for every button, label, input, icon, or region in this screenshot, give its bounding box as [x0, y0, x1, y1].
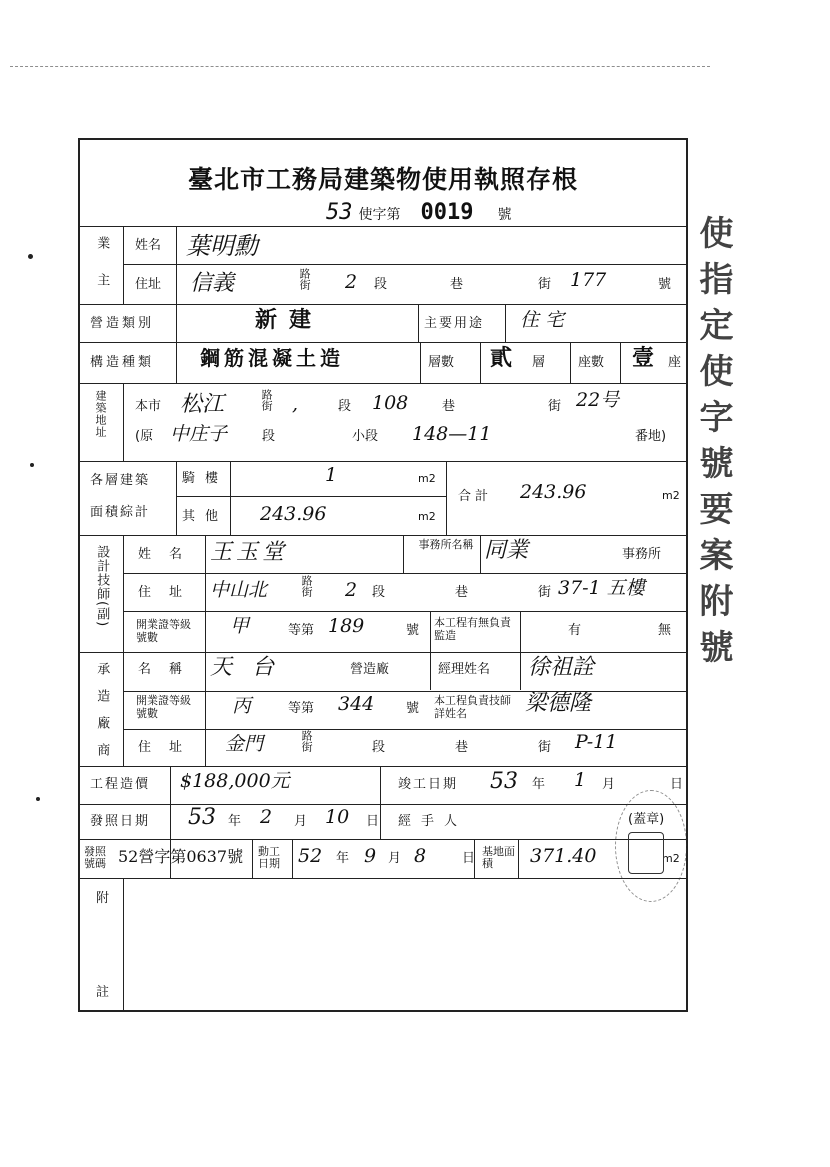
site-lot: 148—11: [412, 423, 492, 445]
supervision-yes: 有: [568, 623, 582, 638]
completion-label: 竣工日期: [398, 777, 459, 792]
designer-road-label: 路街: [300, 575, 314, 597]
site-area-value: 371.40: [530, 845, 597, 867]
site-city-label: 本市: [135, 399, 162, 414]
owner-section-label: 業主: [94, 236, 110, 310]
start-month: 9: [364, 845, 377, 867]
contractor-section-label: 承造廠商: [94, 662, 110, 770]
notes-label-bottom: 註: [96, 985, 110, 1000]
contractor-alley-label: 巷: [455, 740, 469, 755]
designer-addr-label: 住址: [138, 585, 201, 600]
cost-value: $188,000元: [180, 770, 290, 792]
owner-sec-label: 段: [374, 277, 388, 292]
site-sec: 108: [372, 392, 409, 414]
owner-no-label: 號: [658, 277, 672, 292]
site-street-label: 街: [548, 399, 562, 414]
engineer-name: 梁德隆: [525, 691, 592, 716]
engineer-label: 本工程負責技師詳姓名: [434, 694, 511, 721]
cost-label: 工程造價: [90, 777, 151, 792]
bldg-permit-label: 發照號碼: [84, 845, 106, 871]
contractor-license-label: 開業證等級號數: [136, 694, 191, 721]
designer-license-no: 189: [328, 615, 365, 637]
site-old-sec-label: 段: [262, 429, 276, 444]
designer-addr-road: 中山北: [210, 579, 268, 601]
owner-alley-label: 巷: [450, 277, 464, 292]
structure-type-label: 構造種類: [90, 355, 155, 370]
contractor-license-no: 344: [338, 693, 375, 715]
site-road: 松江: [180, 392, 225, 417]
issue-year-unit: 年: [228, 814, 242, 829]
contractor-street-label: 街: [538, 740, 552, 755]
structure-type: 鋼筋混凝土造: [200, 346, 344, 370]
arcade-unit: m2: [418, 472, 436, 485]
form-title: 臺北市工務局建築物使用執照存根: [187, 165, 578, 194]
construction-type-label: 營造類別: [90, 316, 155, 331]
site-lot-label: 番地): [635, 429, 667, 444]
floors-unit: 層: [532, 355, 546, 370]
supervision-no: 無: [658, 623, 672, 638]
start-month-unit: 月: [388, 851, 402, 866]
designer-section-label: 設計技師(副): [94, 545, 110, 628]
site-comma: ,: [292, 393, 299, 415]
owner-address-sec: 2: [345, 271, 358, 293]
contractor-name: 天台: [210, 655, 295, 680]
site-section-label: 建築地址: [94, 390, 107, 438]
site-old-label: (原: [135, 429, 154, 444]
manager-label: 經理姓名: [438, 662, 491, 677]
blocks-unit: 座: [668, 355, 682, 370]
scan-dot: [28, 254, 33, 259]
permit-number-value: 0019: [420, 200, 474, 225]
site-alley-label: 巷: [442, 399, 456, 414]
designer-sec-label: 段: [372, 585, 386, 600]
arcade-area: 1: [325, 464, 338, 486]
designer-license-grade: 甲: [230, 615, 250, 637]
floors-label: 層數: [428, 355, 455, 370]
site-no: 22号: [576, 389, 620, 411]
contractor-road-label: 路街: [300, 730, 314, 752]
permit-stub-form: [78, 138, 688, 1012]
issue-date-label: 發照日期: [90, 814, 151, 829]
completion-month: 1: [574, 769, 587, 791]
other-area: 243.96: [260, 503, 327, 525]
floors: 貳: [490, 345, 513, 371]
site-road-label: 路街: [260, 389, 274, 411]
office-suffix: 事務所: [622, 547, 662, 562]
designer-license-label: 開業證等級號數: [136, 618, 191, 645]
issue-day: 10: [325, 806, 350, 828]
bldg-permit-value: 52營字第0637號: [118, 847, 244, 866]
completion-year-unit: 年: [532, 777, 546, 792]
owner-address-no: 177: [570, 269, 607, 291]
designer-street-label: 街: [538, 585, 552, 600]
start-day: 8: [414, 845, 427, 867]
manager-name: 徐祖詮: [528, 655, 595, 680]
start-year: 52: [298, 845, 323, 867]
handler-seal-mark: [628, 832, 664, 874]
area-label-top: 各層建築: [90, 473, 151, 488]
contractor-addr-no: P-11: [575, 731, 618, 753]
owner-name: 葉明勳: [186, 232, 258, 260]
total-unit: m2: [662, 489, 680, 502]
scan-dot: [36, 797, 40, 801]
issue-month: 2: [260, 806, 273, 828]
handler-seal: (蓋章): [628, 812, 665, 827]
start-day-unit: 日: [462, 851, 476, 866]
contractor-name-label: 名稱: [138, 662, 201, 677]
designer-license-suffix: 號: [406, 623, 420, 638]
area-label-bottom: 面積綜計: [90, 505, 151, 520]
notes-label-top: 附: [96, 891, 110, 906]
total-area: 243.96: [520, 481, 587, 503]
office-name: 同業: [484, 538, 529, 563]
completion-year: 53: [490, 769, 518, 794]
contractor-license-mid: 等第: [288, 701, 315, 716]
owner-name-label: 姓名: [135, 238, 162, 253]
issue-year: 53: [188, 805, 216, 830]
scan-dot: [30, 463, 34, 467]
permit-number: 53 使字第 0019 號: [326, 200, 512, 225]
main-use: 住宅: [520, 309, 571, 331]
office-label: 事務所名稱: [418, 538, 474, 551]
contractor-addr-label: 住址: [138, 740, 201, 755]
start-year-unit: 年: [336, 851, 350, 866]
blocks-label: 座數: [578, 355, 605, 370]
other-unit: m2: [418, 510, 436, 523]
owner-road-label: 路街: [298, 268, 312, 290]
owner-street-label: 街: [538, 277, 552, 292]
scan-edge-line: [10, 66, 710, 67]
issue-month-unit: 月: [294, 814, 308, 829]
owner-address-label: 住址: [135, 277, 162, 292]
main-use-label: 主要用途: [424, 316, 485, 331]
contractor-license-suffix: 號: [406, 701, 420, 716]
site-sub-label: 小段: [352, 429, 379, 444]
contractor-addr-road: 金門: [225, 733, 264, 755]
designer-alley-label: 巷: [455, 585, 469, 600]
completion-day-unit: 日: [670, 777, 684, 792]
contractor-name-suffix: 營造廠: [350, 662, 390, 677]
designer-name: 王玉堂: [210, 540, 289, 565]
designer-license-mid: 等第: [288, 623, 315, 638]
owner-address-road: 信義: [190, 271, 235, 296]
contractor-sec-label: 段: [372, 740, 386, 755]
margin-annotation: 使指定使字號要案附號: [693, 215, 733, 675]
designer-addr-no: 37-1 五樓: [558, 577, 645, 599]
site-sec-label: 段: [338, 399, 352, 414]
total-label: 合計: [458, 489, 493, 504]
site-old-sec: 中庄子: [170, 423, 228, 445]
construction-type: 新建: [255, 307, 324, 333]
issue-day-unit: 日: [366, 814, 380, 829]
contractor-license-grade: 丙: [232, 695, 252, 717]
designer-addr-sec: 2: [345, 579, 358, 601]
designer-name-label: 姓名: [138, 547, 201, 562]
site-area-unit: m2: [662, 852, 680, 865]
start-date-label: 動工日期: [258, 845, 280, 871]
handler-label: 經手人: [398, 814, 468, 829]
supervision-label: 本工程有無負責監造: [434, 616, 511, 643]
blocks: 壹: [632, 345, 655, 371]
arcade-label: 騎樓: [182, 471, 229, 486]
completion-month-unit: 月: [602, 777, 616, 792]
site-area-label: 基地面積: [482, 845, 515, 871]
other-label: 其他: [182, 509, 229, 524]
